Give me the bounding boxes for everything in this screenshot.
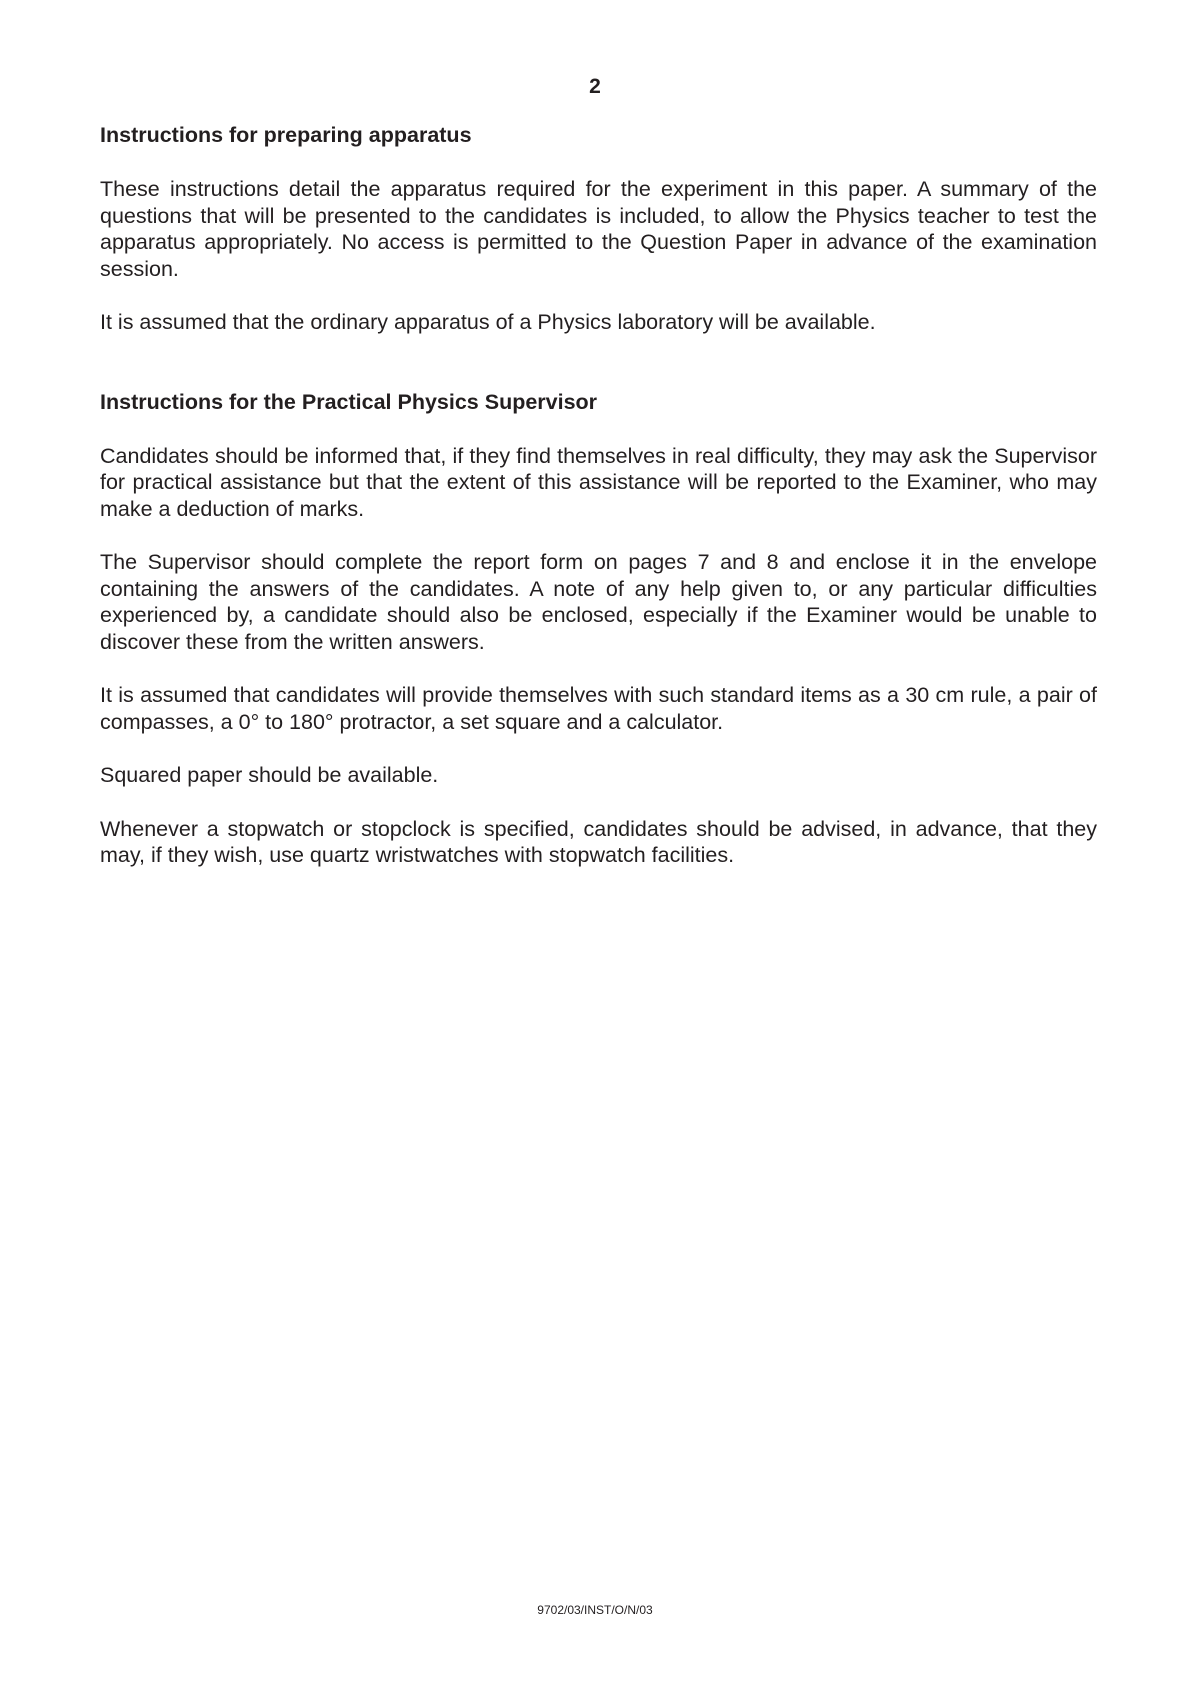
document-body	[100, 122, 1097, 896]
paragraph: Squared paper should be available.	[100, 763, 439, 787]
paragraph: These instructions detail the apparatus required for the experiment in this paper. A summary of the questions that will be presented to the candidates is included, to allow the Physics teacher to test the apparatus appropriately. No access is permitted to the Question Paper in advance of the examination session.	[100, 177, 1097, 281]
paragraph: The Supervisor should complete the report form on pages 7 and 8 and enclose it in the envelope containing the answers of the candidates. A note of any help given to, or any particular difficulties experienced by, a candidate should also be enclosed, especially if the Examiner would be unable to discover these from the written answers.	[100, 550, 1097, 654]
paragraph: Whenever a stopwatch or stopclock is specified, candidates should be advised, in advance, that they may, if they wish, use quartz wristwatches with stopwatch facilities.	[100, 816, 1097, 867]
section-preparing-apparatus	[100, 122, 1097, 336]
paragraph: Candidates should be informed that, if they find themselves in real difficulty, they may ask the Supervisor for practical assistance but that the extent of this assistance will be reported to the Examiner, who may make a deduction of marks.	[100, 443, 1097, 521]
paragraph: It is assumed that candidates will provide themselves with such standard items as a 30 cm rule, a pair of compasses, a 0° to 180° protractor, a set square and a calculator.	[100, 683, 1097, 734]
paragraph: It is assumed that the ordinary apparatus of a Physics laboratory will be available.	[100, 310, 876, 334]
section-heading: Instructions for preparing apparatus	[100, 123, 472, 147]
section-heading: Instructions for the Practical Physics Supervisor	[100, 389, 598, 414]
section-supervisor-instructions	[100, 389, 1097, 869]
footer-code: 9702/03/INST/O/N/03	[537, 1603, 653, 1617]
page-number: 2	[589, 75, 601, 98]
